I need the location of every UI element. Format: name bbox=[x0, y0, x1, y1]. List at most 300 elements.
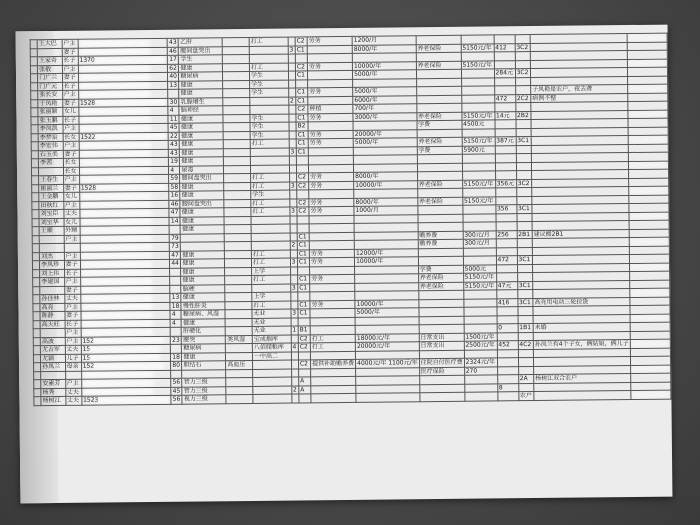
cell-lab bbox=[296, 139, 308, 148]
cell-lab bbox=[295, 37, 307, 46]
cell-lab bbox=[298, 326, 310, 335]
cell-disease bbox=[223, 71, 250, 80]
cell-text: 劳务 bbox=[311, 275, 324, 283]
cell-village bbox=[30, 48, 37, 57]
cell-n bbox=[291, 385, 298, 394]
cell-village bbox=[30, 74, 37, 83]
cell-inc2 bbox=[464, 324, 497, 333]
cell-text: C1 bbox=[299, 284, 308, 292]
cell-total bbox=[496, 222, 517, 231]
cell-village bbox=[33, 320, 40, 329]
cell-text: 脑神经 bbox=[180, 106, 199, 114]
cell-text: 14 bbox=[170, 217, 179, 225]
cell-n bbox=[291, 368, 298, 377]
cell-disease bbox=[226, 343, 253, 352]
cell-text: 高波 bbox=[41, 337, 54, 345]
cell-phone bbox=[629, 237, 669, 246]
cell-rel bbox=[65, 311, 81, 320]
cell-lab bbox=[295, 54, 307, 63]
cell-text: 劳务 bbox=[309, 88, 322, 96]
cell-text: 5150元/年 bbox=[463, 180, 494, 188]
cell-text: 45 bbox=[172, 387, 181, 395]
cell-disease bbox=[225, 275, 252, 284]
cell-text: 田秋红 bbox=[40, 201, 59, 209]
cell-lab bbox=[295, 71, 307, 80]
cell-text: 56 bbox=[172, 378, 181, 387]
cell-n bbox=[289, 147, 296, 156]
cell-name bbox=[40, 320, 64, 329]
cell-disease bbox=[224, 216, 251, 225]
cell-rel bbox=[63, 133, 79, 142]
cell-grade bbox=[517, 247, 532, 256]
cell-text: 长子 bbox=[65, 269, 78, 277]
cell-text: 15 bbox=[82, 345, 91, 353]
cell-age bbox=[170, 302, 181, 311]
cell-village bbox=[31, 133, 38, 142]
cell-total bbox=[495, 162, 516, 171]
cell-lab bbox=[296, 173, 308, 182]
cell-age bbox=[168, 106, 179, 115]
cell-text: 40 bbox=[169, 72, 178, 81]
cell-name bbox=[39, 226, 63, 235]
cell-name bbox=[41, 379, 65, 388]
redaction-blur bbox=[630, 213, 666, 219]
cell-age bbox=[171, 395, 182, 404]
cell-lab bbox=[299, 394, 311, 403]
cell-n bbox=[288, 88, 295, 97]
cell-lab bbox=[298, 292, 310, 301]
cell-lab bbox=[297, 198, 309, 207]
cell-text: 45 bbox=[169, 123, 178, 132]
cell-text: 学生 bbox=[251, 72, 264, 80]
cell-total bbox=[497, 332, 518, 341]
cell-text: 劳务 bbox=[309, 130, 322, 139]
redaction-blur bbox=[631, 289, 667, 295]
cell-age bbox=[170, 310, 181, 319]
cell-text: 长女 bbox=[64, 167, 77, 175]
redaction-blur bbox=[82, 303, 152, 310]
cell-text: 健康 bbox=[181, 208, 194, 216]
cell-grade bbox=[516, 137, 531, 146]
cell-text: 18000元/年 bbox=[356, 334, 390, 342]
cell-grade bbox=[516, 154, 531, 163]
cell-age bbox=[168, 64, 179, 73]
cell-text: 李凤凯 bbox=[39, 125, 58, 133]
cell-n bbox=[291, 309, 298, 318]
cell-text: 3C1 bbox=[517, 205, 530, 213]
cell-grade bbox=[517, 222, 532, 231]
redaction-blur bbox=[80, 74, 150, 81]
cell-lab bbox=[297, 181, 309, 190]
cell-inc2 bbox=[463, 256, 496, 265]
redaction-blur bbox=[629, 111, 665, 117]
cell-text: 8 bbox=[498, 384, 503, 392]
cell-disease bbox=[225, 292, 252, 301]
cell-text: 2A bbox=[519, 375, 528, 383]
cell-inc2 bbox=[462, 128, 495, 137]
cell-text: 1370 bbox=[79, 56, 95, 65]
cell-text: 户主 bbox=[63, 91, 76, 99]
cell-text: 未婚 bbox=[534, 324, 547, 332]
cell-n bbox=[289, 164, 296, 173]
cell-text: 打工 bbox=[252, 174, 265, 182]
cell-text: 17 bbox=[169, 55, 177, 64]
cell-rel bbox=[64, 218, 80, 227]
cell-rel bbox=[64, 286, 80, 295]
cell-text: 女儿 bbox=[64, 193, 77, 201]
cell-name bbox=[40, 294, 64, 303]
redaction-blur bbox=[80, 82, 150, 89]
cell-text: 养老保险 bbox=[417, 61, 442, 69]
cell-text: 户主 bbox=[65, 278, 78, 286]
cell-n bbox=[290, 241, 297, 250]
cell-text: 47 bbox=[170, 208, 179, 217]
cell-age bbox=[171, 361, 182, 370]
cell-inc2 bbox=[461, 86, 494, 95]
cell-text: 健康 bbox=[181, 140, 194, 148]
cell-text: 700/年 bbox=[354, 104, 374, 113]
cell-name bbox=[39, 218, 63, 227]
cell-village bbox=[33, 354, 40, 363]
cell-text: 崔淑兰 bbox=[40, 184, 59, 192]
cell-rel bbox=[65, 345, 81, 354]
cell-inc2 bbox=[462, 137, 495, 146]
cell-text: 杨秀 bbox=[42, 388, 55, 396]
cell-total bbox=[495, 179, 516, 188]
cell-text: 高亮用电动三轮拉货 bbox=[534, 298, 589, 306]
cell-disease bbox=[224, 207, 251, 216]
cell-inc2 bbox=[463, 213, 496, 222]
cell-text: 4 bbox=[171, 319, 176, 327]
cell-text: 152 bbox=[82, 337, 94, 345]
cell-inc2 bbox=[462, 111, 495, 120]
cell-text: 安素芳 bbox=[42, 380, 61, 388]
cell-village bbox=[30, 57, 37, 66]
cell-lab bbox=[296, 113, 308, 122]
cell-text: 4 bbox=[292, 343, 297, 351]
cell-name bbox=[38, 73, 62, 82]
cell-n bbox=[289, 181, 296, 190]
cell-text: 356 bbox=[496, 205, 509, 213]
cell-total bbox=[497, 358, 518, 367]
cell-text: C1 bbox=[299, 301, 308, 309]
cell-total bbox=[495, 145, 516, 154]
household-table bbox=[30, 33, 672, 406]
cell-inc2 bbox=[463, 298, 496, 307]
cell-text: 打工 bbox=[251, 140, 264, 148]
cell-text: 建议搬2B1 bbox=[533, 230, 564, 238]
cell-inc2 bbox=[464, 315, 497, 324]
redaction-blur bbox=[82, 312, 152, 319]
cell-rel bbox=[63, 175, 79, 184]
redaction-blur bbox=[81, 210, 151, 217]
cell-grade bbox=[517, 230, 532, 239]
cell-rel bbox=[64, 294, 80, 303]
cell-text: C2 bbox=[299, 343, 308, 351]
cell-text: 劳务 bbox=[310, 207, 323, 215]
redaction-blur bbox=[630, 187, 666, 193]
cell-grade bbox=[518, 324, 533, 333]
cell-text: 416 bbox=[497, 299, 510, 307]
cell-n bbox=[288, 45, 295, 54]
cell-text: 种植 bbox=[309, 105, 322, 113]
cell-lab bbox=[296, 130, 308, 139]
cell-lab bbox=[298, 334, 310, 343]
cell-disease bbox=[226, 352, 253, 361]
cell-text: 高天旺 bbox=[41, 320, 60, 328]
cell-grade bbox=[515, 94, 530, 103]
cell-disease bbox=[225, 267, 252, 276]
cell-text: 外甥 bbox=[65, 227, 78, 235]
cell-rel bbox=[63, 184, 79, 193]
cell-rel bbox=[62, 116, 78, 125]
cell-text: C2 bbox=[297, 173, 307, 181]
cell-village bbox=[31, 82, 38, 91]
cell-rel bbox=[64, 243, 80, 252]
cell-text: C2 bbox=[297, 105, 306, 113]
cell-village bbox=[31, 125, 38, 134]
cell-name bbox=[38, 107, 62, 116]
cell-text: 3 bbox=[292, 309, 297, 317]
cell-rel bbox=[62, 90, 78, 99]
cell-phone bbox=[630, 314, 670, 323]
cell-text: 劳务 bbox=[308, 37, 321, 45]
cell-n bbox=[290, 283, 297, 292]
cell-age bbox=[168, 132, 179, 141]
cell-phone bbox=[627, 59, 667, 68]
redaction-blur bbox=[630, 162, 666, 168]
cell-text: 1500元/年 bbox=[465, 333, 495, 341]
redaction-blur bbox=[82, 329, 152, 336]
cell-n bbox=[288, 54, 295, 63]
cell-village bbox=[32, 193, 39, 202]
cell-n bbox=[290, 207, 297, 216]
cell-n bbox=[288, 79, 295, 88]
cell-village bbox=[33, 329, 40, 338]
cell-rel bbox=[64, 260, 80, 269]
cell-village bbox=[31, 116, 38, 125]
cell-text: 户主 bbox=[63, 65, 76, 73]
cell-disease bbox=[224, 139, 251, 148]
cell-text: 2C2 bbox=[516, 94, 529, 102]
cell-lab bbox=[296, 122, 308, 131]
cell-text: 张丽颖 bbox=[39, 108, 58, 116]
cell-text: 一中高二 bbox=[253, 352, 279, 360]
cell-rel bbox=[65, 354, 81, 363]
cell-text: 8000/年 bbox=[355, 172, 379, 181]
cell-age bbox=[171, 387, 182, 396]
cell-age bbox=[170, 268, 181, 277]
cell-lab bbox=[298, 343, 310, 352]
cell-lab bbox=[297, 258, 309, 267]
cell-text: A bbox=[300, 377, 305, 385]
cell-id bbox=[82, 395, 172, 404]
cell-grade bbox=[518, 332, 533, 341]
cell-rel bbox=[65, 388, 81, 397]
cell-rel bbox=[64, 235, 80, 244]
cell-text: 健康 bbox=[182, 293, 195, 301]
cell-n bbox=[291, 377, 298, 386]
redaction-blur bbox=[81, 201, 151, 208]
cell-age bbox=[170, 285, 181, 294]
cell-phone bbox=[631, 390, 671, 399]
cell-text: 长子 bbox=[63, 82, 76, 90]
cell-text: A bbox=[300, 386, 305, 394]
cell-disease bbox=[225, 241, 252, 250]
cell-text: 3 bbox=[290, 148, 295, 156]
cell-text: 3C1 bbox=[518, 256, 531, 264]
cell-grade bbox=[515, 52, 530, 61]
cell-name bbox=[41, 362, 65, 371]
cell-text: 打工 bbox=[252, 208, 265, 216]
cell-village bbox=[31, 167, 38, 176]
cell-village bbox=[33, 295, 40, 304]
cell-text: 张敬 bbox=[39, 65, 52, 73]
cell-text: 养老保险 bbox=[418, 138, 443, 146]
cell-text: 门广兰 bbox=[39, 74, 58, 82]
cell-text: 尤占军 bbox=[41, 346, 61, 354]
cell-text: 打工 bbox=[252, 259, 266, 267]
cell-text: C2 bbox=[296, 37, 305, 45]
cell-total bbox=[496, 298, 517, 307]
cell-name bbox=[40, 311, 64, 320]
cell-grade bbox=[516, 188, 531, 197]
cell-age bbox=[170, 319, 181, 328]
cell-village bbox=[33, 337, 40, 346]
cell-text: 乳腺增生 bbox=[180, 98, 205, 106]
cell-text: 1522 bbox=[80, 133, 96, 141]
cell-text: 2 bbox=[291, 241, 296, 249]
cell-grade bbox=[517, 264, 532, 273]
cell-text: 健康 bbox=[180, 64, 193, 72]
cell-text: 3C1 bbox=[517, 137, 530, 145]
cell-text: 健康 bbox=[180, 89, 193, 97]
cell-text: 刘宝臣 bbox=[40, 210, 59, 218]
cell-total bbox=[496, 230, 517, 239]
cell-grade bbox=[518, 341, 533, 350]
redaction-blur bbox=[81, 193, 151, 200]
cell-text: C2 bbox=[298, 199, 307, 207]
cell-text: 健康 bbox=[183, 319, 196, 327]
cell-grade bbox=[517, 256, 532, 265]
cell-name bbox=[39, 158, 63, 167]
cell-text: 户主 bbox=[66, 380, 79, 388]
redaction-blur bbox=[632, 366, 668, 372]
cell-grade bbox=[516, 162, 531, 171]
cell-text: 长女 bbox=[64, 159, 77, 167]
cell-text: 43 bbox=[170, 149, 178, 157]
redaction-blur bbox=[629, 85, 665, 91]
cell-text: 劳务 bbox=[310, 249, 324, 258]
cell-text: 劳务 bbox=[310, 198, 323, 207]
cell-text: 20000元/年 bbox=[356, 342, 391, 351]
cell-text: 健康 bbox=[180, 123, 194, 131]
cell-text: 打工 bbox=[311, 343, 324, 351]
cell-text: 长子 bbox=[63, 57, 76, 65]
cell-text: 10000/年 bbox=[355, 181, 383, 189]
cell-text: 长子 bbox=[63, 116, 77, 124]
cell-text: 22 bbox=[169, 132, 178, 140]
cell-total bbox=[494, 69, 515, 78]
cell-inc2 bbox=[463, 230, 496, 239]
cell-inc2 bbox=[463, 247, 496, 256]
cell-text: 户主 bbox=[64, 125, 77, 133]
cell-text: 妻子 bbox=[63, 99, 76, 107]
redaction-blur bbox=[80, 91, 150, 98]
cell-text: 丈夫 bbox=[66, 397, 79, 405]
cell-lab bbox=[299, 377, 311, 386]
cell-lab bbox=[297, 241, 309, 250]
cell-text: 284元 bbox=[495, 69, 514, 77]
paper-sheet bbox=[16, 25, 673, 504]
cell-text: 健康 bbox=[180, 81, 193, 89]
cell-age bbox=[171, 378, 182, 387]
redaction-blur bbox=[81, 159, 151, 166]
cell-text: 0 bbox=[498, 324, 503, 332]
redaction-blur bbox=[95, 57, 165, 64]
redaction-blur bbox=[79, 40, 149, 47]
cell-text: 13 bbox=[169, 81, 178, 89]
cell-text: 11 bbox=[169, 115, 178, 123]
cell-village bbox=[32, 261, 39, 270]
redaction-blur bbox=[82, 252, 152, 259]
cell-phone bbox=[628, 110, 668, 119]
cell-inc2 bbox=[461, 69, 494, 78]
redaction-blur bbox=[80, 116, 150, 123]
redaction-blur bbox=[628, 34, 664, 40]
cell-village bbox=[30, 65, 37, 74]
cell-grade bbox=[518, 349, 533, 358]
cell-disease bbox=[224, 173, 251, 182]
redaction-blur bbox=[80, 125, 150, 132]
cell-text: C1 bbox=[297, 88, 306, 96]
cell-rel bbox=[63, 167, 79, 176]
redaction-blur bbox=[82, 320, 152, 327]
cell-village bbox=[32, 244, 39, 253]
redaction-blur bbox=[81, 227, 151, 234]
cell-inc2 bbox=[463, 222, 496, 231]
cell-text: 18 bbox=[171, 302, 180, 310]
cell-disease bbox=[223, 80, 250, 89]
redaction-blur bbox=[631, 264, 667, 270]
cell-total bbox=[497, 375, 518, 384]
cell-disease bbox=[225, 318, 252, 327]
cell-lab bbox=[297, 207, 309, 216]
cell-text: 妻子 bbox=[64, 184, 77, 192]
cell-name bbox=[41, 396, 65, 405]
cell-n bbox=[288, 71, 295, 80]
cell-rel bbox=[62, 39, 78, 48]
cell-rel bbox=[65, 379, 81, 388]
cell-text: 43 bbox=[170, 140, 178, 149]
redaction-blur bbox=[90, 346, 160, 353]
cell-lab bbox=[298, 351, 310, 360]
cell-age bbox=[169, 200, 180, 209]
cell-age bbox=[169, 166, 180, 175]
cell-total bbox=[497, 366, 518, 375]
cell-text: 3000/年 bbox=[354, 113, 378, 121]
cell-village bbox=[32, 176, 39, 185]
cell-lab bbox=[297, 224, 309, 233]
cell-text: 户主 bbox=[64, 142, 77, 150]
cell-text: 5150元/年 bbox=[464, 282, 495, 290]
cell-total bbox=[497, 315, 518, 324]
cell-village bbox=[34, 371, 41, 380]
cell-rel bbox=[63, 158, 79, 167]
cell-inc2 bbox=[461, 94, 494, 103]
cell-text: 学费 bbox=[418, 121, 431, 129]
cell-total bbox=[497, 349, 518, 358]
